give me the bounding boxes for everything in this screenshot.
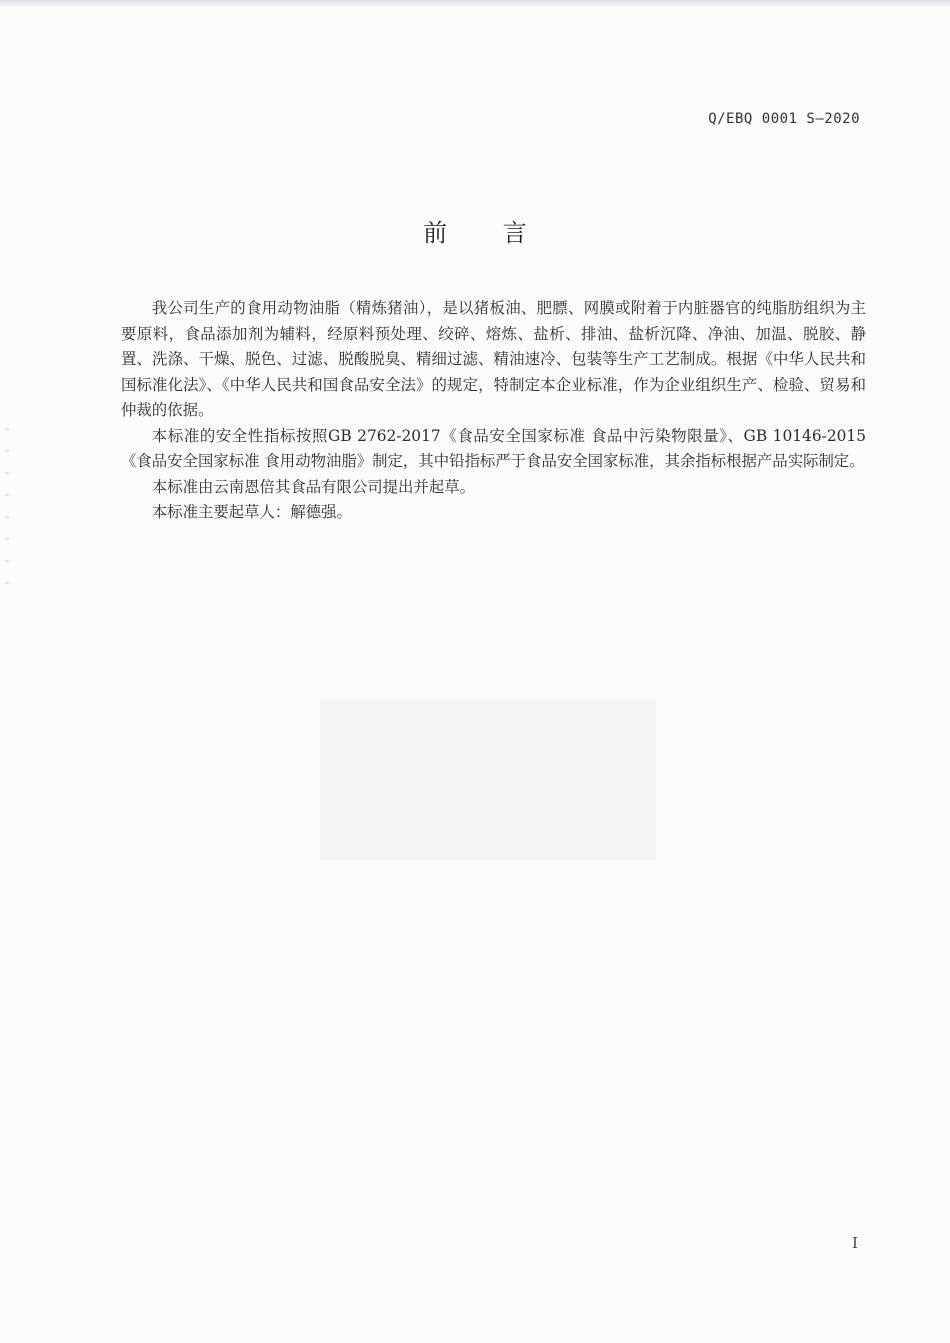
document-code: Q/EBQ 0001 S—2020 (708, 111, 860, 127)
page-title: 前 言 (423, 219, 551, 247)
paragraph-drafter: 本标准主要起草人：解德强。 (151, 503, 352, 521)
scan-edge (0, 0, 950, 6)
foreword-body (121, 296, 866, 526)
page-number: I (852, 1234, 858, 1252)
margin-marks (5, 428, 9, 588)
paragraph-proposer: 本标准由云南恩倍其食品有限公司提出并起草。 (151, 477, 476, 496)
faint-stamp-area (320, 698, 656, 860)
paragraph-safety-indicators: 本标准的安全性指标按照GB 2762-2017《食品安全国家标准 食品中污染物限量》、GB 10146-2015《食品安全国家标准 食用动物油脂》制定，其中铅指标严于食品安全国家标准，其余指标根据产品实际制定。 (121, 426, 866, 470)
paragraph-intro: 我公司生产的食用动物油脂（精炼猪油），是以猪板油、肥膘、网膜或附着于内脏器官的纯脂肪组织为主要原料，食品添加剂为辅料，经原料预处理、绞碎、熔炼、盐析、排油、盐析沉降、净油、加温、脱胶、静置、洗涤、干燥、脱色、过滤、脱酸脱臭、精细过滤、精油速冷、包装等生产工艺制成。根据《中华人民共和国标准化法》、《中华人民共和国食品安全法》的规定，特制定本企业标准，作为企业组织生产、检验、贸易和仲裁的依据。 (121, 299, 866, 419)
